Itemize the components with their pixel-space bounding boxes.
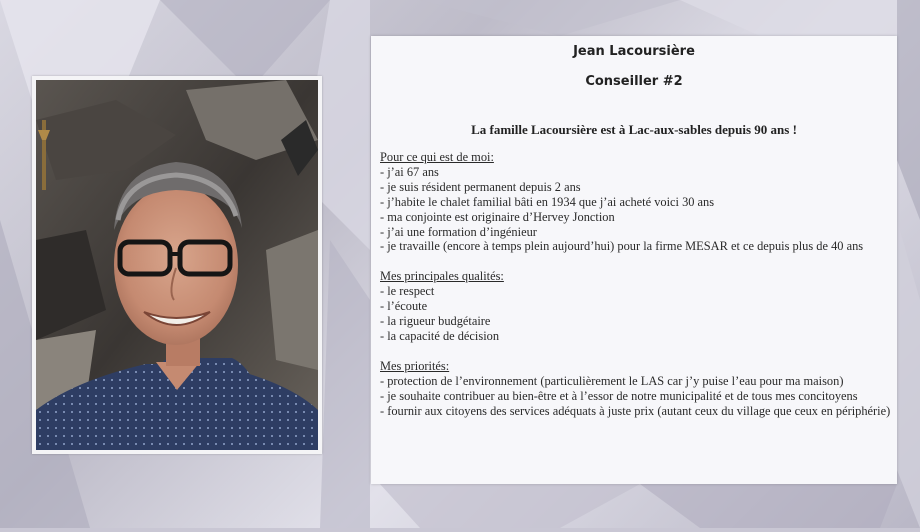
about-item: - ma conjointe est originaire d’Hervey Jonction [380,209,615,224]
priorities-item: - je souhaite contribuer au bien-être et à l’essor de notre municipalité et de tous mes concitoyens [380,388,858,403]
portrait-illustration [36,80,318,450]
candidate-content [380,150,892,419]
priorities-item: - fournir aux citoyens des services adéquats à juste prix (autant ceux du village que ceux en périphérie) [380,403,891,418]
about-section [380,150,892,254]
qualities-item: - la capacité de décision [380,328,500,343]
qualities-item: - l’écoute [380,299,428,314]
candidate-role: Conseiller #2 [585,74,683,89]
priorities-title: Mes priorités: [380,358,450,373]
qualities-item: - le respect [380,284,435,299]
portrait-photo [36,80,318,450]
candidate-name: Jean Lacoursière [573,44,695,59]
qualities-item: - la rigueur budgétaire [380,314,491,329]
about-title: Pour ce qui est de moi: [380,150,494,164]
portrait-frame [32,76,322,454]
about-item: - j’ai une formation d’ingénieur [380,224,537,239]
family-headline: La famille Lacoursière est à Lac-aux-sables depuis 90 ans ! [471,122,797,137]
about-item: - je travaille (encore à temps plein aujourd’hui) pour la firme MESAR et ce depuis plus de 40 ans [380,239,864,254]
about-item: - j’habite le chalet familial bâti en 1934 que j’ai acheté voici 30 ans [380,194,715,209]
about-item: - j’ai 67 ans [380,164,439,179]
priorities-section [380,359,892,419]
about-item: - je suis résident permanent depuis 2 ans [380,179,581,194]
priorities-item: - protection de l’environnement (particulièrement le LAS car j’y puise l’eau pour ma maison) [380,373,844,388]
candidate-card [371,36,897,484]
qualities-section [380,269,892,344]
qualities-title: Mes principales qualités: [380,269,504,284]
section-spacer [380,254,892,269]
section-spacer [380,344,892,359]
